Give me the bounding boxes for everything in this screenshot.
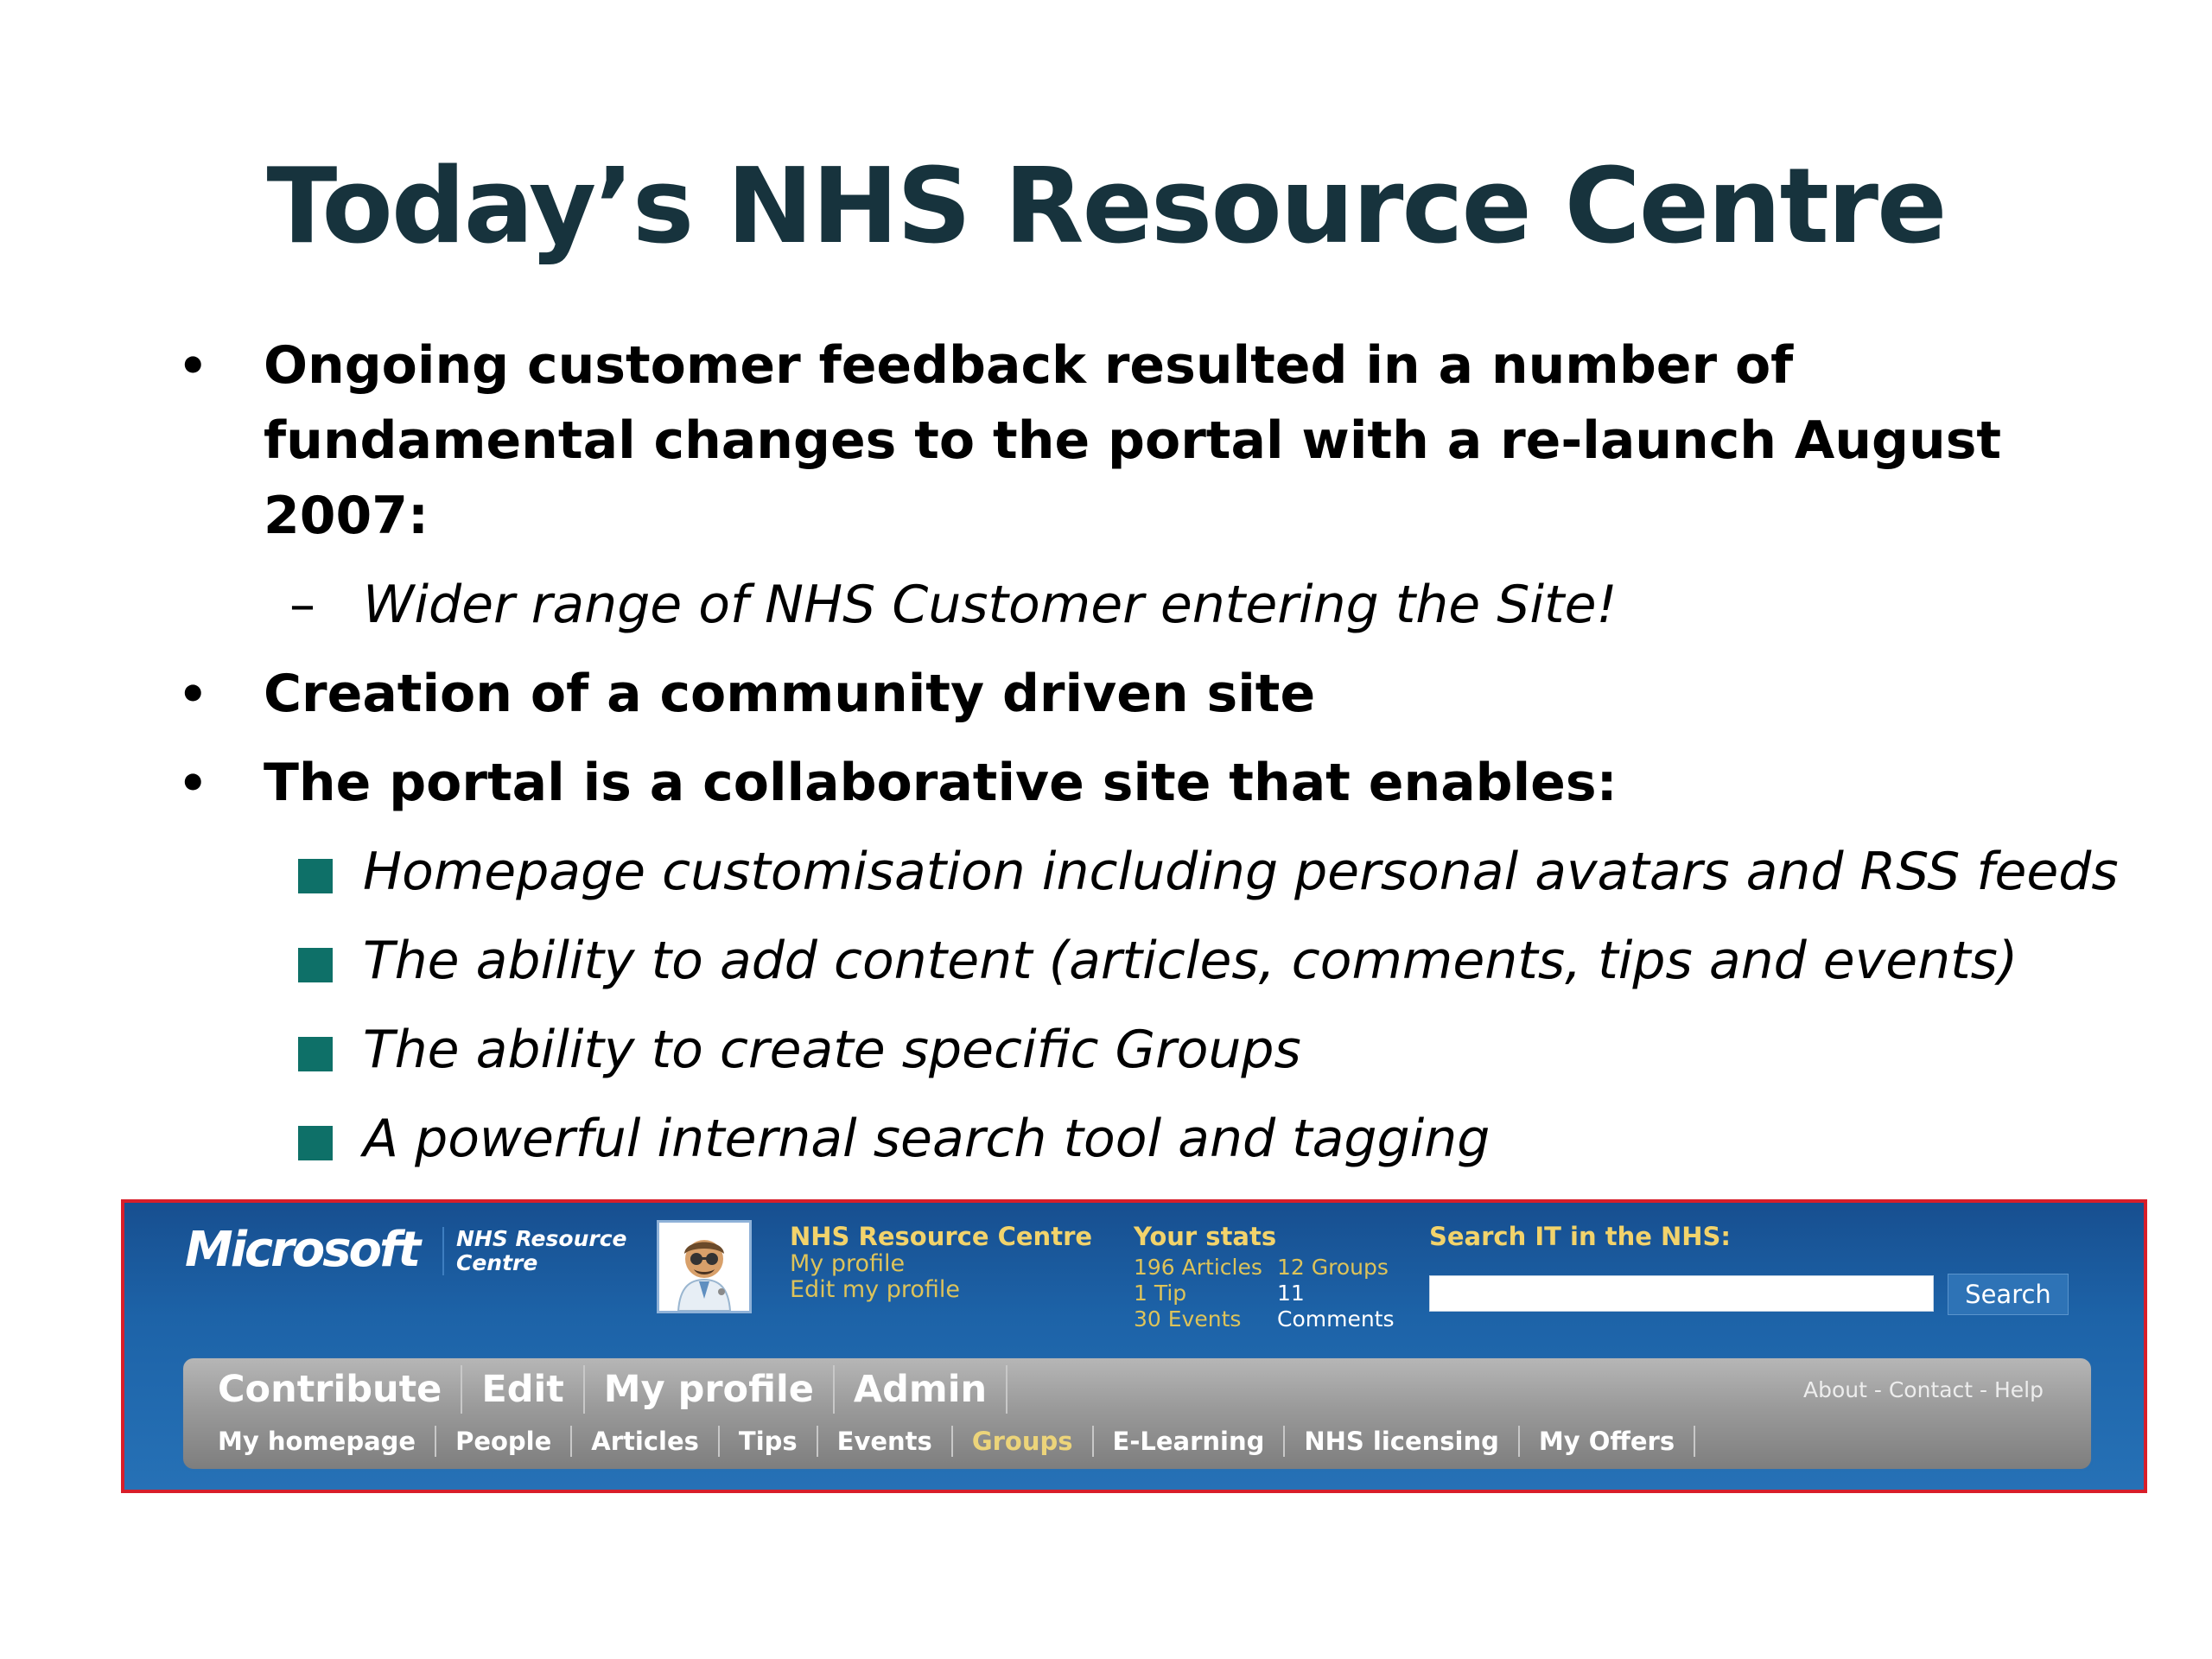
nav-contribute[interactable]: Contribute: [218, 1365, 462, 1414]
nav-admin[interactable]: Admin: [835, 1365, 1007, 1414]
primary-nav: [218, 1365, 1007, 1414]
bullet-dot-icon: •: [178, 667, 208, 721]
doctor-avatar-icon: [659, 1223, 749, 1311]
tip-count-link[interactable]: 1 Tip: [1134, 1281, 1187, 1306]
navigation-bar: [183, 1358, 2091, 1469]
portal-header-screenshot: [121, 1199, 2147, 1493]
sub-bullet-text: Homepage customisation including personal avatars and RSS feeds: [363, 842, 2119, 902]
stats-heading: Your stats: [1134, 1222, 1277, 1251]
nav-my-offers[interactable]: My Offers: [1520, 1426, 1695, 1457]
nav-articles[interactable]: Articles: [572, 1426, 720, 1457]
stats-column-2: [1277, 1255, 1427, 1332]
groups-count-link[interactable]: 12 Groups: [1277, 1255, 1389, 1280]
secondary-nav: [218, 1426, 1695, 1457]
nav-tips[interactable]: Tips: [720, 1426, 818, 1457]
slide-title: Today’s NHS Resource Centre: [266, 147, 1946, 267]
site-brand: NHS Resource Centre: [442, 1227, 655, 1275]
bullet-text: Creation of a community driven site: [264, 664, 1316, 724]
bullet-item: [173, 657, 2126, 732]
search-block: [1429, 1222, 2103, 1325]
bullet-list: [173, 328, 2126, 1191]
user-avatar[interactable]: [657, 1220, 752, 1313]
dash-icon: –: [289, 575, 315, 635]
search-button[interactable]: Search: [1948, 1274, 2069, 1315]
sub-bullet-text: The ability to create specific Groups: [363, 1020, 1301, 1080]
nav-my-homepage[interactable]: My homepage: [218, 1426, 436, 1457]
bullet-dot-icon: •: [178, 756, 208, 810]
square-bullet-icon: [298, 859, 333, 893]
comments-count: 11 Comments: [1277, 1281, 1395, 1332]
sub-bullet-item: [173, 924, 2126, 999]
search-heading: Search IT in the NHS:: [1429, 1222, 1732, 1251]
nav-groups[interactable]: Groups: [953, 1426, 1094, 1457]
utility-links[interactable]: About - Contact - Help: [1802, 1377, 2044, 1402]
events-count-link[interactable]: 30 Events: [1134, 1306, 1242, 1332]
microsoft-logo: Microsoft: [185, 1222, 419, 1278]
sub-bullet-text: Wider range of NHS Customer entering the Site!: [363, 575, 1618, 635]
sub-bullet-item: [173, 568, 2126, 643]
nav-e-learning[interactable]: E-Learning: [1094, 1426, 1286, 1457]
nav-edit[interactable]: Edit: [462, 1365, 584, 1414]
profile-heading: NHS Resource Centre: [790, 1222, 1093, 1251]
my-profile-link[interactable]: My profile: [790, 1250, 906, 1277]
nav-events[interactable]: Events: [818, 1426, 953, 1457]
sub-bullet-item: [173, 835, 2126, 910]
articles-count-link[interactable]: 196 Articles: [1134, 1255, 1262, 1280]
square-bullet-icon: [298, 948, 333, 982]
profile-block: [790, 1222, 1092, 1303]
nav-people[interactable]: People: [436, 1426, 572, 1457]
square-bullet-icon: [298, 1126, 333, 1160]
stats-block: [1134, 1222, 1427, 1334]
bullet-item: [173, 328, 2126, 554]
edit-profile-link[interactable]: Edit my profile: [790, 1276, 961, 1303]
bullet-dot-icon: •: [178, 339, 208, 393]
bullet-item: [173, 746, 2126, 821]
stats-column-1: [1134, 1255, 1262, 1332]
search-input[interactable]: [1429, 1275, 1934, 1312]
nav-my-profile[interactable]: My profile: [585, 1365, 835, 1414]
sub-bullet-text: The ability to add content (articles, comments, tips and events): [363, 931, 2018, 991]
sub-bullet-item: [173, 1102, 2126, 1177]
bullet-text: The portal is a collaborative site that enables:: [264, 753, 1618, 813]
nav-nhs-licensing[interactable]: NHS licensing: [1285, 1426, 1520, 1457]
sub-bullet-text: A powerful internal search tool and tagging: [363, 1109, 1491, 1169]
square-bullet-icon: [298, 1037, 333, 1071]
sub-bullet-item: [173, 1013, 2126, 1088]
bullet-text: Ongoing customer feedback resulted in a number of fundamental changes to the portal with a re-launch August 2007:: [264, 335, 2002, 546]
